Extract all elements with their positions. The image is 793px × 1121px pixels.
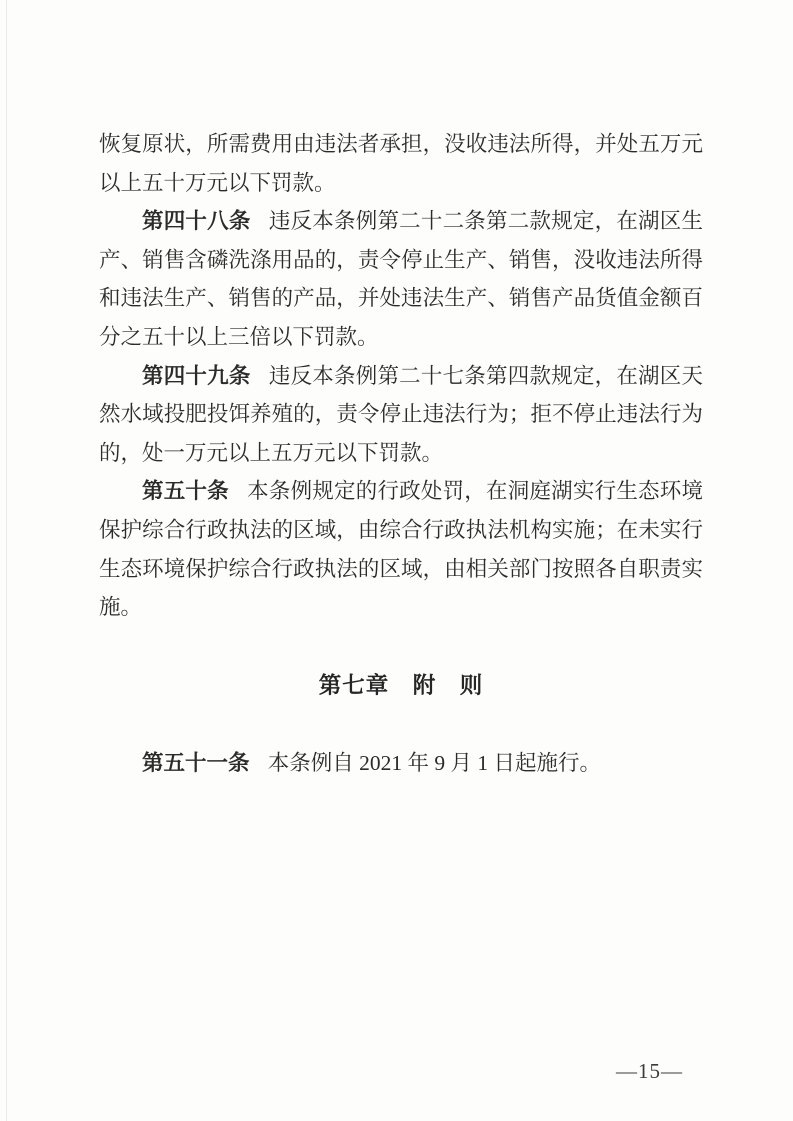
article-49-text: 违反本条例第二十七条第四款规定，在湖区天然水域投肥投饵养殖的，责令停止违法行为；拒不停止违法行为的，处一万元以上五万元以下罚款。	[99, 363, 703, 465]
article-49	[99, 357, 703, 473]
article-48-label: 第四十八条	[142, 209, 251, 234]
article-51-text: 本条例自 2021 年 9 月 1 日起施行。	[267, 751, 602, 776]
scan-edge-artifact	[6, 0, 7, 1121]
article-48	[99, 202, 703, 356]
page-number: —15—	[616, 1059, 683, 1083]
article-50	[99, 472, 703, 626]
article-50-label: 第五十条	[142, 479, 229, 504]
article-50-text: 本条例规定的行政处罚，在洞庭湖实行生态环境保护综合行政执法的区域，由综合行政执法机构实施；在未实行生态环境保护综合行政执法的区域，由相关部门按照各自职责实施。	[99, 479, 703, 620]
article-51-label: 第五十一条	[142, 751, 250, 776]
paragraph-continuation	[99, 125, 703, 202]
page-content	[99, 125, 703, 783]
article-49-label: 第四十九条	[142, 363, 251, 388]
article-48-text: 违反本条例第二十二条第二款规定，在湖区生产、销售含磷洗涤用品的，责令停止生产、销售，没收违法所得和违法生产、销售的产品，并处违法生产、销售产品货值金额百分之五十以上三倍以下罚款。	[99, 209, 703, 349]
article-51	[99, 744, 703, 783]
chapter-heading: 第七章 附 则	[318, 672, 484, 698]
paragraph-continuation-text: 恢复原状，所需费用由违法者承担，没收违法所得，并处五万元以上五十万元以下罚款。	[99, 132, 703, 195]
